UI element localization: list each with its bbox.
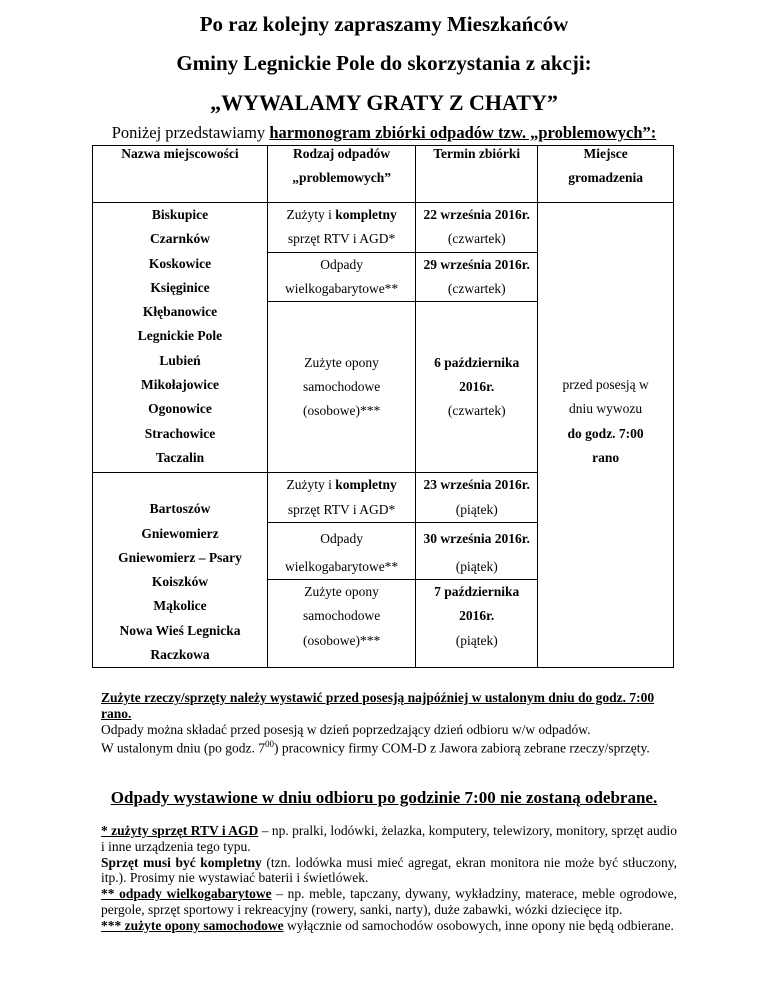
header-place-name: Nazwa miejscowości: [93, 146, 268, 203]
notes-collection-rules: [101, 690, 677, 757]
bulky-label: ** odpady wielkogabarytowe: [101, 886, 272, 902]
place-name: Koskowice: [148, 255, 212, 271]
tyres-label: *** zużyte opony samochodowe: [101, 917, 284, 933]
notes-waste-definitions: [101, 823, 677, 934]
intro-prefix: Poniżej przedstawiamy: [111, 123, 270, 142]
header-date: Termin zbiórki: [416, 146, 538, 203]
rtv-text: – np. pralki, lodówki, żelazka, komputery, telewizory, monitory, sprzęt audio i inne urządzenia tego typu.: [101, 823, 677, 854]
schedule-table: [92, 145, 674, 668]
place-name: Gniewomierz: [141, 525, 219, 541]
title-line-3: „WYWALAMY GRATY Z CHATY”: [210, 90, 558, 115]
place-name: Ogonowice: [148, 401, 212, 417]
place-name: Biskupice: [151, 207, 209, 222]
dates-group-1: 22 września 2016r. (czwartek) 29 września 2016r. (czwartek) 6 października 2016r. (czwartek): [416, 203, 538, 473]
place-name: Legnickie Pole: [137, 328, 223, 344]
intro-emphasis: harmonogram zbiórki odpadów tzw. „problemowych”:: [269, 123, 657, 142]
warning-heading: Odpady wystawione w dniu odbioru po godzinie 7:00 nie zostaną odebrane.: [110, 788, 658, 807]
place-name: Mąkolice: [153, 598, 207, 614]
previous-day-note: Odpady można składać przed posesją w dzień poprzedzający dzień odbioru w/w odpadów.: [101, 721, 591, 737]
title-line-1: Po raz kolejny zapraszamy Mieszkańców: [199, 12, 569, 36]
pickup-note: W ustalonym dniu (po godz. $7^{00}$) pracownicy firmy COM-D z Jawora zabiorą zebrane rzeczy/sprzęty.: [101, 739, 650, 756]
table-row: [93, 203, 674, 473]
place-name: Kłębanowice: [142, 304, 218, 320]
places-group-2: [93, 473, 268, 668]
place-name: Lubień: [159, 352, 201, 368]
place-name: Mikołajowice: [140, 377, 219, 393]
place-name: Nowa Wieś Legnicka: [119, 622, 241, 638]
dates-group-2: 23 września 2016r. (piątek) 30 września 2016r. (piątek) 7 października 2016r. (piątek): [416, 473, 538, 668]
complete-label: Sprzęt musi być kompletny: [101, 854, 262, 870]
rtv-label: * zużyty sprzęt RTV i AGD: [101, 823, 259, 838]
bulky-text: – np. meble, tapczany, dywany, wykładziny, materace, meble ogrodowe, pergole, sprzęt sportowy i rekreacyjny (rowery, sanki, narty), duże zabawki, wózki dziecięce itp.: [101, 886, 677, 917]
table-header-row: [93, 146, 674, 203]
place-name: Księginice: [150, 279, 210, 295]
title-line-2: Gminy Legnickie Pole do skorzystania z akcji:: [176, 51, 592, 75]
types-group-2: Zużyty i kompletny sprzęt RTV i AGD* Odpady wielkogabarytowe** Zużyte opony samochodowe (osobowe)***: [267, 473, 415, 668]
place-name: Strachowice: [144, 425, 216, 441]
tyres-text: wyłącznie od samochodów osobowych, inne opony nie będą odbierane.: [283, 917, 674, 933]
collection-location: przed posesją w dniu wywozu do godz. 7:00 rano: [538, 203, 674, 668]
place-name: Bartoszów: [149, 501, 211, 517]
intro-text: [0, 123, 768, 143]
place-name: Czarnków: [149, 231, 210, 247]
complete-text: (tzn. lodówka musi mieć agregat, ekran monitora nie może być stłuczony, itp.). Prosimy nie wystawiać baterii i świetlówek.: [101, 854, 677, 886]
place-name: Gniewomierz – Psary: [118, 549, 242, 565]
types-group-1: Zużyty i kompletny sprzęt RTV i AGD* Odpady wielkogabarytowe** Zużyte opony samochodowe (osobowe)***: [267, 203, 415, 473]
place-name: Taczalin: [155, 449, 205, 465]
header-location: Miejsce gromadzenia: [538, 146, 674, 203]
place-name: Raczkowa: [150, 647, 210, 663]
deadline-note: Zużyte rzeczy/sprzęty należy wystawić przed posesją najpóźniej w ustalonym dniu do godz. 7:00 rano.: [101, 690, 655, 721]
place-name: Koiszków: [151, 574, 209, 590]
header-waste-type: Rodzaj odpadów „problemowych”: [267, 146, 415, 203]
places-group-1: [93, 203, 268, 473]
